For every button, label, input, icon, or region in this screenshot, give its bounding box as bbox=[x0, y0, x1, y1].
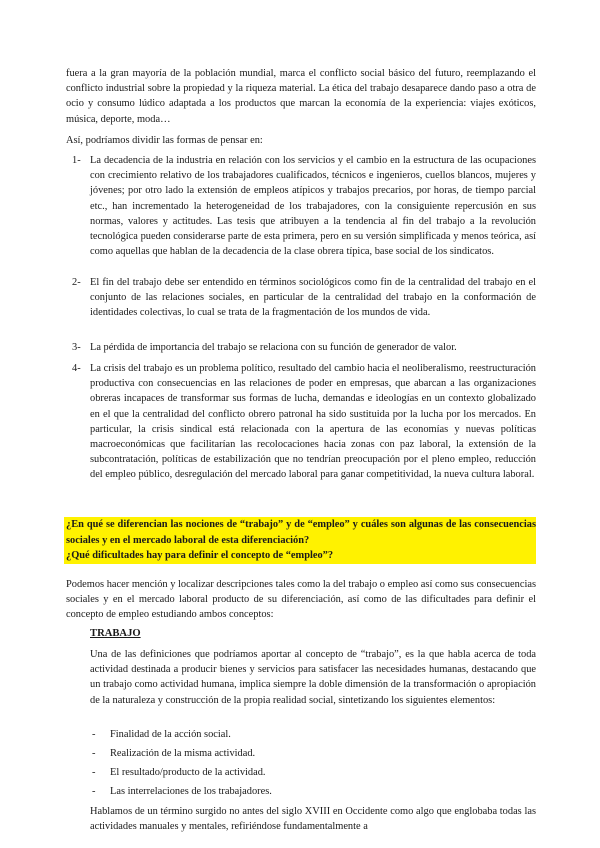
list-item: La decadencia de la industria en relación con los servicios y el cambio en la estructura de las ocupaciones con crecimiento relativo de los trabajadores cualificados, técnicos e ingenieros, cuellos blancos, mujeres y jóvenes; por otro lado la extensión de empleos atípicos y trabajos precarios, por horas, de tiempo parcial etc., han incrementado la heterogeneidad de los trabajadores, con la consiguiente repercusión en sus normas, valores y actitudes. Las tesis que atribuyen a la tendencia al fin del trabajo a la revolución tecnológica pueden considerarse parte de esta primera, pero en su versión simplificada y menos teórica, así como aquellas que hablan de la decadencia de la clase obrera típica, base social de los sindicatos. bbox=[90, 155, 536, 258]
list-number: 2- bbox=[72, 277, 81, 288]
forms-intro: Así, podríamos dividir las formas de pensar en: bbox=[66, 135, 263, 146]
dash-bullet: - bbox=[92, 786, 96, 797]
closing-paragraph: Hablamos de un término surgido no antes del siglo XVIII en Occidente como algo que englobaba todas las actividades manuales y mentales, refiriéndose fundamentalmente a bbox=[90, 806, 536, 833]
question-2: ¿Qué dificultades hay para definir el concepto de “empleo”? bbox=[66, 550, 334, 561]
list-item: El fin del trabajo debe ser entendido en términos sociológicos como fin de la centralidad del trabajo en el conjunto de las relaciones sociales, en particular de la centralidad del trabajo en la conformación de identidades colectivas, lo cual se trata de la fragmentación de los mundos de vida. bbox=[90, 277, 536, 319]
list-number: 1- bbox=[72, 155, 81, 166]
list-number: 4- bbox=[72, 363, 81, 374]
list-item: La crisis del trabajo es un problema político, resultado del cambio hacia el neoliberalismo, reestructuración productiva con consecuencias en las relaciones de poder en empresas, que abarcan a las organizaciones obreras incapaces de transformar sus formas de lucha, demandas e ideologías en un contexto globalizado en el que la centralidad del conflicto obrero patronal ha sido sustituida por la lucha por los mercados. En particular, la crisis sindical está relacionada con la apertura de las economías y nuevas políticas macroeconómicas que facilitarían las recolocaciones hacia zonas con paz laboral, la extensión de la subcontratación, políticas de estabilización que no tendrían preocupación por el pleno empleo, reducción del empleo público, desregulación del mercado laboral para ganar competitividad, la nueva cultura laboral. bbox=[90, 363, 536, 481]
list-item: El resultado/producto de la actividad. bbox=[110, 767, 266, 778]
trabajo-paragraph: Una de las definiciones que podríamos aportar al concepto de “trabajo”, es la que habla acerca de toda actividad destinada a producir bienes y servicios para satisfacer las necesidades humanas, destacando que un trabajo como actividad humana, implica siempre la doble dimensión de la transformación o apropiación de la naturaleza y construcción de la propia realidad social, sintetizando los siguientes elementos: bbox=[90, 649, 536, 706]
dash-bullet: - bbox=[92, 748, 96, 759]
list-item: La pérdida de importancia del trabajo se relaciona con su función de generador de valor. bbox=[90, 342, 457, 353]
section-heading-trabajo: TRABAJO bbox=[90, 628, 141, 639]
list-item: Las interrelaciones de los trabajadores. bbox=[110, 786, 272, 797]
question-1: ¿En qué se diferencian las nociones de “trabajo” y de “empleo” y cuáles son algunas de las consecuencias sociales y en el mercado laboral de esta diferenciación? bbox=[66, 519, 536, 546]
dash-bullet: - bbox=[92, 729, 96, 740]
list-item: Realización de la misma actividad. bbox=[110, 748, 256, 759]
intro-paragraph: fuera a la gran mayoría de la población mundial, marca el conflicto social básico del futuro, reemplazando el conflicto industrial sobre la propiedad y la riqueza material. La ética del trabajo desaparece dando paso a otra de ocio y consumo lúdico adaptada a los productos que marcan la economía de la experiencia: viajes exóticos, música, deporte, moda… bbox=[66, 68, 536, 125]
list-item: Finalidad de la acción social. bbox=[110, 729, 231, 740]
dash-bullet: - bbox=[92, 767, 96, 778]
answer-intro: Podemos hacer mención y localizar descripciones tales como la del trabajo o empleo así como sus consecuencias sociales y en el mercado laboral producto de su diferenciación, así como de las dificultades para definir el concepto de empleo estudiando ambos conceptos: bbox=[66, 579, 536, 621]
list-number: 3- bbox=[72, 342, 81, 353]
